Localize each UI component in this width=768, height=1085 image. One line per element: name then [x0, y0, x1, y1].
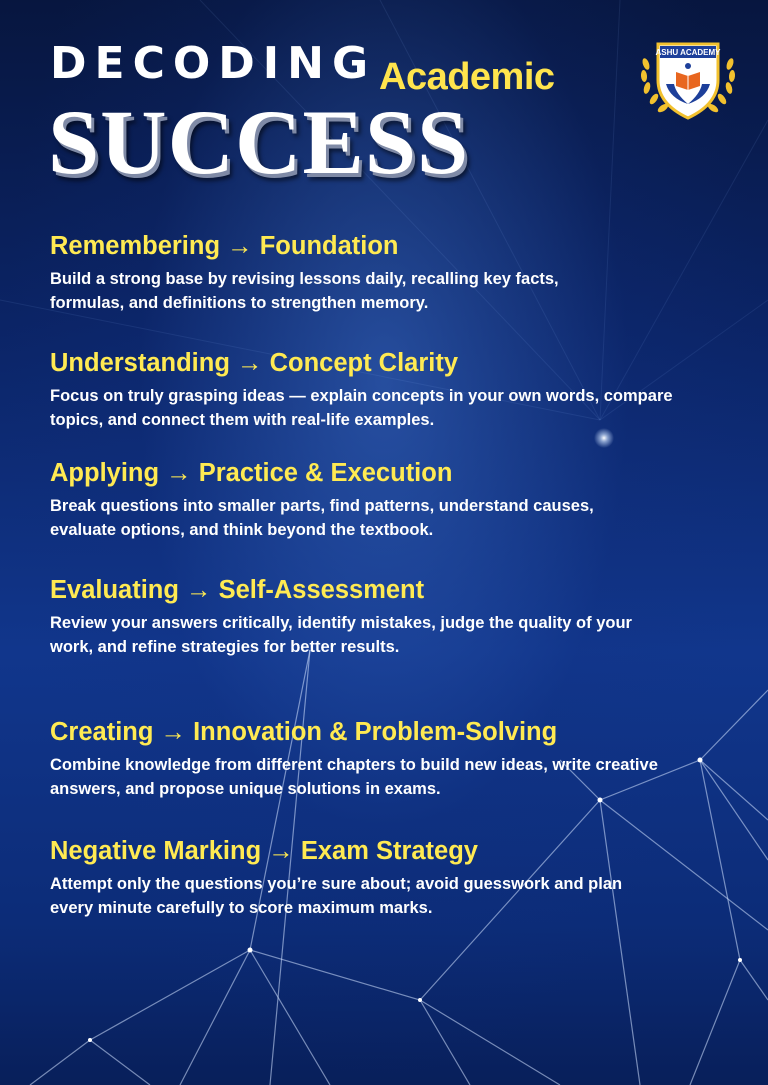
- section-body: Build a strong base by revising lessons daily, recalling key facts, formulas, and definitions to strengthen memory.: [50, 270, 559, 313]
- section-body: Combine knowledge from different chapters to build new ideas, write creative answers, and propose unique solutions in exams.: [50, 756, 658, 799]
- section-body: Review your answers critically, identify mistakes, judge the quality of your work, and refine strategies for better results.: [50, 614, 632, 657]
- section-remembering: [50, 232, 750, 315]
- logo-text: ASHU ACADEMY: [655, 48, 721, 57]
- section-heading: Remembering → Foundation: [50, 232, 399, 260]
- section-understanding: [50, 349, 750, 432]
- section-heading: Creating → Innovation & Problem-Solving: [50, 718, 558, 746]
- academy-logo: [636, 34, 740, 122]
- section-creating: [50, 718, 750, 801]
- section-applying: [50, 459, 750, 542]
- section-heading: Understanding → Concept Clarity: [50, 349, 459, 377]
- section-body: Break questions into smaller parts, find patterns, understand causes, evaluate options, and think beyond the textbook.: [50, 497, 594, 540]
- section-heading: Negative Marking → Exam Strategy: [50, 837, 478, 865]
- title-academic: Academic: [379, 56, 555, 98]
- section-heading: Applying → Practice & Execution: [50, 459, 453, 487]
- section-body: Attempt only the questions you’re sure about; avoid guesswork and plan every minute carefully to score maximum marks.: [50, 875, 623, 918]
- title-success: SUCCESS: [48, 91, 470, 193]
- section-body: Focus on truly grasping ideas — explain concepts in your own words, compare topics, and connect them with real-life examples.: [50, 387, 673, 430]
- section-negative-marking: [50, 837, 750, 920]
- section-evaluating: [50, 576, 750, 659]
- title-decoding: DECODING: [50, 38, 377, 89]
- section-heading: Evaluating → Self-Assessment: [50, 576, 425, 604]
